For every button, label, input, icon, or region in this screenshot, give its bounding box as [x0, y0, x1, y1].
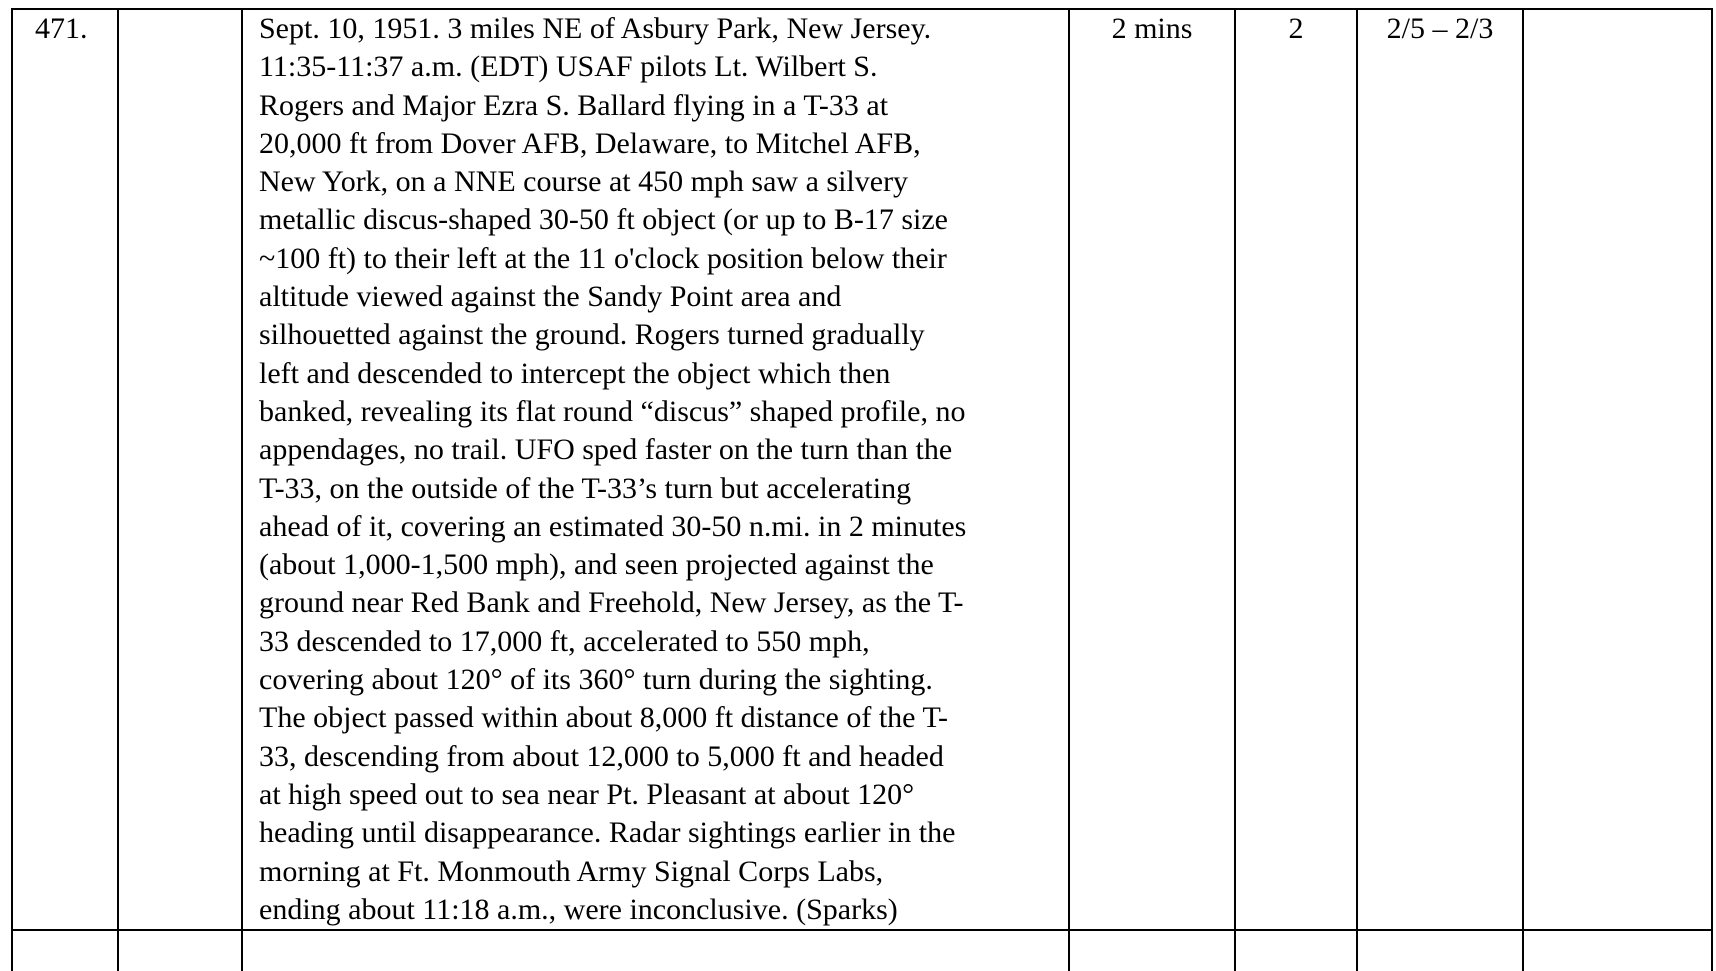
description-line: ~100 ft) to their left at the 11 o'clock position below their — [259, 241, 947, 275]
description-line: covering about 120° of its 360° turn during the sighting. — [259, 663, 933, 697]
description-line: at high speed out to sea near Pt. Pleasant at about 120° — [259, 777, 915, 811]
record-blank-cell — [118, 9, 242, 930]
description-line: heading until disappearance. Radar sightings earlier in the — [259, 816, 956, 850]
description-line: altitude viewed against the Sandy Point area and — [259, 280, 842, 314]
next-row-cell — [118, 930, 242, 971]
description-line: metallic discus-shaped 30-50 ft object (or up to B-17 size — [259, 203, 948, 237]
description-line: 33, descending from about 12,000 to 5,000 ft and headed — [259, 739, 944, 773]
next-row-cell — [12, 930, 118, 971]
record-number: 471. — [35, 12, 88, 45]
description-line: (about 1,000-1,500 mph), and seen projected against the — [259, 548, 934, 582]
description-line: The object passed within about 8,000 ft distance of the T- — [259, 701, 949, 735]
record-witnesses-cell — [1235, 9, 1357, 930]
description-line: ending about 11:18 a.m., were inconclusive. (Sparks) — [259, 892, 898, 926]
table-row — [12, 9, 1712, 930]
description-line: ground near Red Bank and Freehold, New Jersey, as the T- — [259, 586, 964, 620]
record-table — [11, 8, 1713, 971]
description-line: Rogers and Major Ezra S. Ballard flying in a T-33 at — [259, 88, 889, 122]
next-row-cell — [242, 930, 1069, 971]
record-witnesses: 2 — [1288, 12, 1304, 45]
next-row-cell — [1069, 930, 1235, 971]
next-row-cell — [1523, 930, 1712, 971]
record-number-cell — [12, 9, 118, 930]
description-line: T-33, on the outside of the T-33’s turn but accelerating — [259, 471, 912, 505]
description-line: 20,000 ft from Dover AFB, Delaware, to Mitchel AFB, — [259, 126, 921, 160]
description-line: Sept. 10, 1951. 3 miles NE of Asbury Park, New Jersey. — [259, 12, 932, 45]
next-row-cell — [1357, 930, 1523, 971]
description-line: 33 descended to 17,000 ft, accelerated to 550 mph, — [259, 624, 870, 658]
record-description-cell — [242, 9, 1069, 930]
next-row-cell — [1235, 930, 1357, 971]
record-duration: 2 mins — [1111, 12, 1193, 45]
description-line: New York, on a NNE course at 450 mph saw a silvery — [259, 165, 909, 199]
description-line: ahead of it, covering an estimated 30-50 n.mi. in 2 minutes — [259, 509, 967, 543]
record-description — [243, 10, 1068, 929]
table-row-next — [12, 930, 1712, 971]
record-extra-cell — [1523, 9, 1712, 930]
record-rating-cell — [1357, 9, 1523, 930]
description-line: 11:35-11:37 a.m. (EDT) USAF pilots Lt. Wilbert S. — [259, 50, 878, 84]
description-line: morning at Ft. Monmouth Army Signal Corps Labs, — [259, 854, 884, 888]
record-rating: 2/5 – 2/3 — [1386, 12, 1494, 45]
record-duration-cell — [1069, 9, 1235, 930]
description-line: banked, revealing its flat round “discus” shaped profile, no — [259, 394, 966, 428]
description-line: appendages, no trail. UFO sped faster on the turn than the — [259, 433, 953, 467]
description-line: silhouetted against the ground. Rogers turned gradually — [259, 318, 925, 352]
description-line: left and descended to intercept the object which then — [259, 356, 891, 390]
